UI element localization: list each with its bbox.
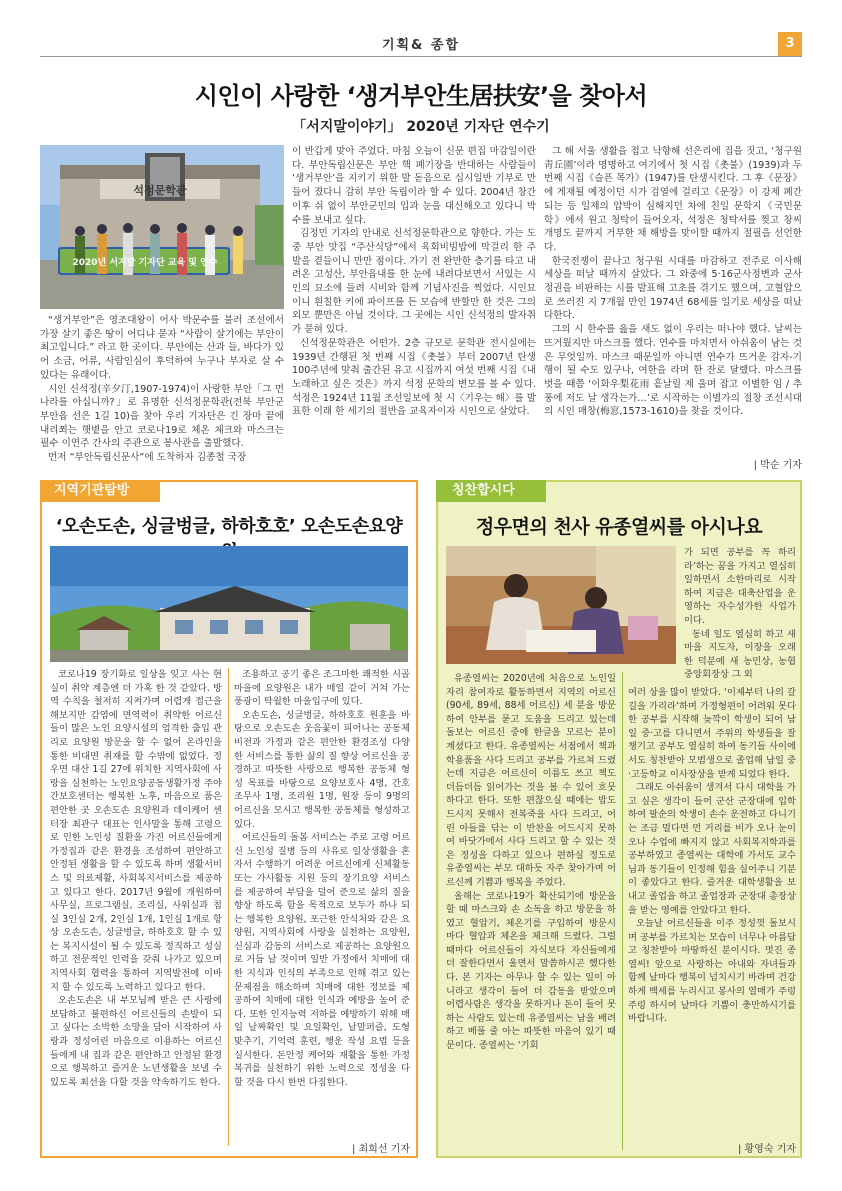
- column-divider: [622, 672, 623, 1150]
- headline: 시인이 사랑한 ‘생거부안生居扶安’을 찾아서: [194, 82, 648, 110]
- paragraph: 유종열씨는 2020년에 처음으로 노인일자리 참여자로 활동하면서 지역의 어르신(90세, 89세, 88세 어르신) 세 분을 방문하여 안부를 묻고 도움을 드리고 있는데 돌보는 어르신 중에 한글을 모르는 분이 계셨다고 한다. 유종열씨는 서점에서 책과 학용품을 사다 드리고 공부를 가르쳐 드렸는데 지금은 어르신이 이름도 쓰고 책도 더듬더듬 읽어가는 것을 볼 수 있어 흐뭇하다고 한다. 또한 편찮으실 때에는 밥도 드시지 못해서 전복죽을 사다 드리고, 어린 아들를 닦는 이 반찬을 어드시지 못하여 바닷가에서 사다 드리고 할 수 있는 것은 정성을 다하고 있으나 편하실 정도로 유종열씨는 부모 대하듯 자주 찾아가며 어르신께 기쁨과 행복을 주었다.: [446, 673, 616, 888]
- subheadline: 「서지말이야기」 2020년 기자단 연수기: [292, 119, 550, 135]
- paragraph: 신석정문학관은 어떤가. 2층 규모로 문학관 전시실에는 1939년 간행된 첫 번째 시집《촛불》부터 2007년 탄생 100주년에 맞춰 출간된 유고 시집까지 여섯 번째 시집《내 노래하고 싶은 것은》까지 석정 문학의 변모를 볼 수 있다. 석정은 1924년 11월 조선일보에 첫 시〈기우는 해〉를 발표한 이래 한 세기의 절반을 교육자이자 시인으로 살았다.: [292, 337, 536, 418]
- section-tab-local: 지역기관탐방: [40, 480, 160, 502]
- paragraph: 먼저 “부안독립신문사”에 도착하자 김종철 국장: [48, 452, 247, 464]
- main-article-col1: [40, 314, 284, 466]
- main-article-col2: [292, 145, 536, 467]
- page-header: [40, 34, 802, 57]
- paragraph: 오늘날 어르신들을 이주 정성껏 돌보시며 공부를 가르치는 모습이 너무나 아름답고 칭찬받아 마땅하신 분이시다. 멋진 종열씨! 앞으로 사랑하는 아내와 자녀들과 함께 날마다 행복이 넘치시기 바라며 건강하게 백세를 누리시고 봉사의 열매가 주렁주렁 하시여 날마다 기쁨이 충만하시기를 바랍니다.: [628, 918, 796, 1025]
- right-box-intro: [684, 546, 796, 681]
- paragraph: 김정민 기자의 안내로 신석정문학관으로 향한다. 가는 도중 부안 맛집 “주산식당”에서 육회비빔밥에 막걸리 한 주발을 곁들이니 만만 점이다. 가기 전 완만한 층기를 타고 내려온 고성산, 부안읍내를 한 눈에 내려다보면서 서있는 시인의 묘소에 들려 시비와 함께 기념사진을 찍었다. 시인묘이니 흰칠한 키에 파이프를 든 모습에 반할만 한 것은 그의 외모 뿐만은 아닐 것이다. 그 곳에는 시인 신석정의 발자취가 묻혀 있다.: [292, 228, 536, 336]
- paragraph: “생거부안”은 영조대왕이 어사 박문수를 불러 조선에서 가장 살기 좋은 땅이 어디냐 묻자 “사람이 살기에는 부안이 최고입니다.” 라고 한 곳이다. 부안에는 산과 들, 바다가 있어 소금, 어류, 사람인심이 후덕하여 누구나 부자로 살 수 있다는 유래이다.: [40, 315, 284, 381]
- right-box-col1: [446, 672, 616, 1150]
- left-box-title: ‘오손도손, 싱글벙글, 하하호호’ 오손도손요양: [55, 516, 403, 537]
- main-byline: | 박순 기자: [753, 460, 802, 471]
- tutoring-photo: [446, 546, 676, 664]
- page-number: 3: [778, 32, 802, 56]
- section-title: 기획& 종합: [381, 38, 461, 53]
- paragraph: 여러 상을 많이 받았다. ‘이제부터 나의 갈 길을 가리라’하며 가정형편이 어려워 못다한 공부를 시작해 늦깍이 학생이 되어 남일 중·고를 다니면서 주위의 학생들을 잘 챙기고 공부도 열심히 하여 동기들 사이에서도 칭찬받아 모범생으로 졸업해 남일 중·고등학교 이사장상을 받게 되었다 한다.: [628, 687, 796, 780]
- nursing-home-photo: [50, 546, 408, 662]
- paragraph: 가 되면 공부를 꼭 하리라’하는 꿈을 가지고 열심히 일하면서 소한마리로 시작하여 지금은 대축산업을 운영하는 자수성가한 사업가이다.: [684, 547, 796, 626]
- right-box-title: 정우면의 천사 유종열씨를 아시나요: [475, 516, 763, 538]
- section-tab-praise: 칭찬합시다: [436, 480, 546, 502]
- paragraph: 코로나19 장기화로 일상을 잊고 사는 현실이 취약 계층엔 더 가혹 한 것 같았다. 방역 수칙을 철저히 지켜가며 어렵게 접근을 해보지만 감염에 면역력이 취약한 어르신들이 많은 노인 요양시설의 엄격한 출입 관리로 요양원 방문을 할 수 없어 온라인을 통한 비대면 취재를 할 수밖에 없었다. 정우면 대산 1길 27에 위치한 지역사회에 사랑을 실천하는 노인요양공동생활가정 주야간보호센터는 행복한 노후, 마음으로 품은 편안한 곳 오손도손 요양원과 데이케어 센터장 최관구 대표는 인사말을 통해 고령으로 인한 노인성 질환을 가진 어르신들에게 가정집과 같은 환경을 조성하여 편안하고 안정된 생활을 할 수 있도록 하며 생활서비스 및 의료제활, 사회복지서비스를 제공하고 있다고 한다. 2017년 9월에 개원하여 사무실, 프로그램실, 조리실, 사워실과 침실 3인실 2개, 2인실 1개, 1인실 1개로 항상 오손도손, 싱글벙글, 하하호호 할 수 있는 복지시설이 될 수 있도록 정직하고 성실하고 전문적인 인력을 갖춰 나가고 있으며 지역사회 협력을 통하여 지역발전에 이바지 할 수 있도록 노력하고 있다고 한다.: [50, 669, 222, 993]
- photo-sign: 석정문학관: [133, 184, 187, 197]
- left-box-col2: [234, 668, 410, 1130]
- paragraph: 시인 신석정(辛夕汀,1907-1974)이 사랑한 부안「그 먼 나라를 아십니까?」로 유명한 신석정문학관(전북 부안군 부안읍 선은 1길 10)을 찾아 우리 기자단은 긴 장마 끝에 내리쬐는 햇볕을 안고 코로나19로 체온 체크와 마스크는 필수 이연주 간사의 주관으로 봉사관을 출발했다.: [40, 383, 284, 450]
- paragraph: 그의 시 한수를 읊을 새도 없이 우리는 떠나야 했다. 날씨는 뜨거웠지만 마스크를 했다. 연수를 마치면서 아쉬움이 남는 것은 무엇일까. 마스크 때문일까 아니면 연수가 뜨거운 감자-기행이 될 수도 있구나, 여한을 라며 한 잔로 달랬다. 마스크를 벗을 때쯤 ‘이화우梨花雨 흩날릴 제 울며 잡고 이별한 임 / 추풍에 저도 날 생각는가…’로 시작하는 이별가의 절창 조선시대의 시인 매창(梅窓,1573-1610)을 찾을 것이다.: [544, 324, 802, 418]
- paragraph: 어르신들의 돌봄 서비스는 주로 고령 어르신 노인성 질병 등의 사유로 일상생활을 혼자서 수행하기 어려운 어르신에게 신체활동 또는 가사활동 지원 등의 장기요양 서비스를 제공하여 부담을 덜어 준으로 삶의 질을 향상 하도록 함을 목적으로 보두가 하나 되는 행복한 요양원, 포근한 안식처와 같은 요양원, 지역사회에 사랑을 실천하는 요양원, 신심과 감동의 서비스로 제공하는 요양원으로 거듭 날 것이며 일반 가정에서 치매에 대한 지식과 인식의 부족으로 인해 겪고 있는 문제점을 해소하며 치매에 대한 정보를 제공하여 치매에 대한 인식과 예방을 높여 준다. 또한 인지능력 저하를 예방하기 위해 매일 날짜확인 및 요일확인, 날말퍼즐, 도형 맞추기, 기억력 훈련, 행운 작성 요법 등을 실시한다. 돈안정 케어와 재활을 통한 가정복귀를 실천하기 위한 노력으로 정성을 다할 것을 다시 한번 다짐한다.: [234, 832, 410, 1088]
- paragraph: 그 해 서울 생활을 접고 낙향해 선은리에 집을 짓고, ‘청구원靑丘園’이라 명명하고 여기에서 첫 시집《촛불》(1939)과 두 번째 시집《슬픈 목가》(1947)를 탄생시킨다. 그 후《문장》에 게재될 예정이던 시가 검열에 걸리고《문장》이 강제 폐간되는 등 일제의 압박이 심해지던 차에 친일 문학지《국민문학》에서 원고 청탁이 들어오자, 석정은 청탁서를 찢고 창씨 개명도 끝까지 거부한 채 해방을 맞이할 때까지 절필을 선언한다.: [544, 146, 802, 253]
- paragraph: 오손도손은 내 부모님께 받은 큰 사랑에 보답하고 불편하신 어르신들의 손발이 되고 싶다는 소박한 소망을 담아 시작하여 사랑과 정성어린 마음으로 이용하는 어르신들에게 내 집과 같은 편안하고 안정된 환경으로 행복하고 즐거운 노년생활을 보낼 수 있도록 최선을 다할 것을 약속하기도 한다.: [50, 995, 222, 1088]
- paragraph: 그래도 아쉬움이 생겨서 다시 대학을 가고 싶은 생각이 들어 군산 군장대에 입학하여 팔순의 학생이 손수 운전하고 다니기는 조금 멀다면 먼 거리를 비가 오나 눈이 오나 수업에 빠지지 않고 사회복지학과를 공부하였고 종열씨는 대학에 가서도 교수님과 동기들이 인정해 힘을 실어주니 기분이 좋았다고 한다. 즐거운 대학생활을 보내고 졸업을 하고 졸업장과 군장대 총장상을 받는 영예를 안았다고 한다.: [628, 782, 796, 916]
- right-byline: | 황영숙 기자: [737, 1144, 796, 1155]
- left-byline: | 최희선 기자: [351, 1144, 410, 1155]
- main-article-col3: [544, 145, 802, 451]
- paragraph: 조용하고 공기 좋은 조그마한 쾌적한 시골 마을에 요양원은 내가 매일 같이 거쳐 가는 풍광이 탁월한 마을입구에 있다.: [234, 669, 410, 708]
- photo-banner: 2020년 서지말 기자단 교육 및 연수: [72, 258, 218, 268]
- paragraph: 오손도손, 싱글벙글, 하하호호 원훈을 바탕으로 오손도손 웃음꽃이 피어나는 공동체 비전과 가정과 같은 편안한 환경조성 다양한 서비스를 통한 삶의 질 향상 어르신을 공경하고 따뜻한 사랑으로 행복한 공동체 형성 목표를 바탕으로 요양보호사 4명, 간호조무사 1명, 조리원 1명, 원장 등이 9명의 어르신을 모시고 행복한 공동체를 형성하고 있다.: [234, 709, 410, 830]
- group-photo: [40, 145, 284, 309]
- paragraph: 이 반갑게 맞아 주었다. 마침 오늘이 신문 편집 마감일이란다. 부안독립신문은 부안 핵 폐기장을 반대하는 사람들이 ‘생거부안’을 지키기 위한 발 돋음으로 십시일반 기부로 만들어 졌다니 감히 부안 독립이라 할 수 있다. 2004년 창간 이후 쉬 없이 부안군민의 입과 눈을 대신해오고 있다니 박수를 보내고 싶다.: [292, 146, 536, 226]
- right-box-col2: [628, 686, 796, 1130]
- column-divider: [228, 668, 229, 1146]
- paragraph: 동네 일도 열심히 하고 새마을 지도자, 이장을 오래 한 덕분에 새 농민상, 농협중앙회장상 그 외: [684, 628, 796, 681]
- left-box-col1: [50, 668, 222, 1146]
- paragraph: 올해는 코로나19가 확산되기에 방문을 할 때 마스크와 손 소독을 하고 방문을 하였고 혈압기, 체온기를 구입하여 방문시 마다 혈압과 체온을 체크해 드렸다. 그럴 때마다 어르신들이 자식보다 자신들에게 더 잘한다면서 울면서 말씀하시곤 했다한다. 본 기자는 아무나 할 수 있는 일이 아니라고 생각이 들어 더 감동을 받았으며 어렵사람은 생각을 못하거나 돈이 들어 못하는 사람도 있는데 유종열씨는 남을 배려하고 베풀 줄 아는 따뜻한 마음이 있기 때문이다. 종열씨는 ‘기회: [446, 890, 616, 1052]
- paragraph: 한국전쟁이 끝나고 청구원 시대를 마감하고 전주로 이사해 세상을 떠날 때까지 살았다. 그 와중에 5·16군사정변과 군사정권을 비판하는 시를 발표해 고초를 겪기도 했으며, 고혈압으로 쓰러진 지 7개월 만인 1974년 68세를 일기로 세상을 떠났다한다.: [544, 255, 802, 322]
